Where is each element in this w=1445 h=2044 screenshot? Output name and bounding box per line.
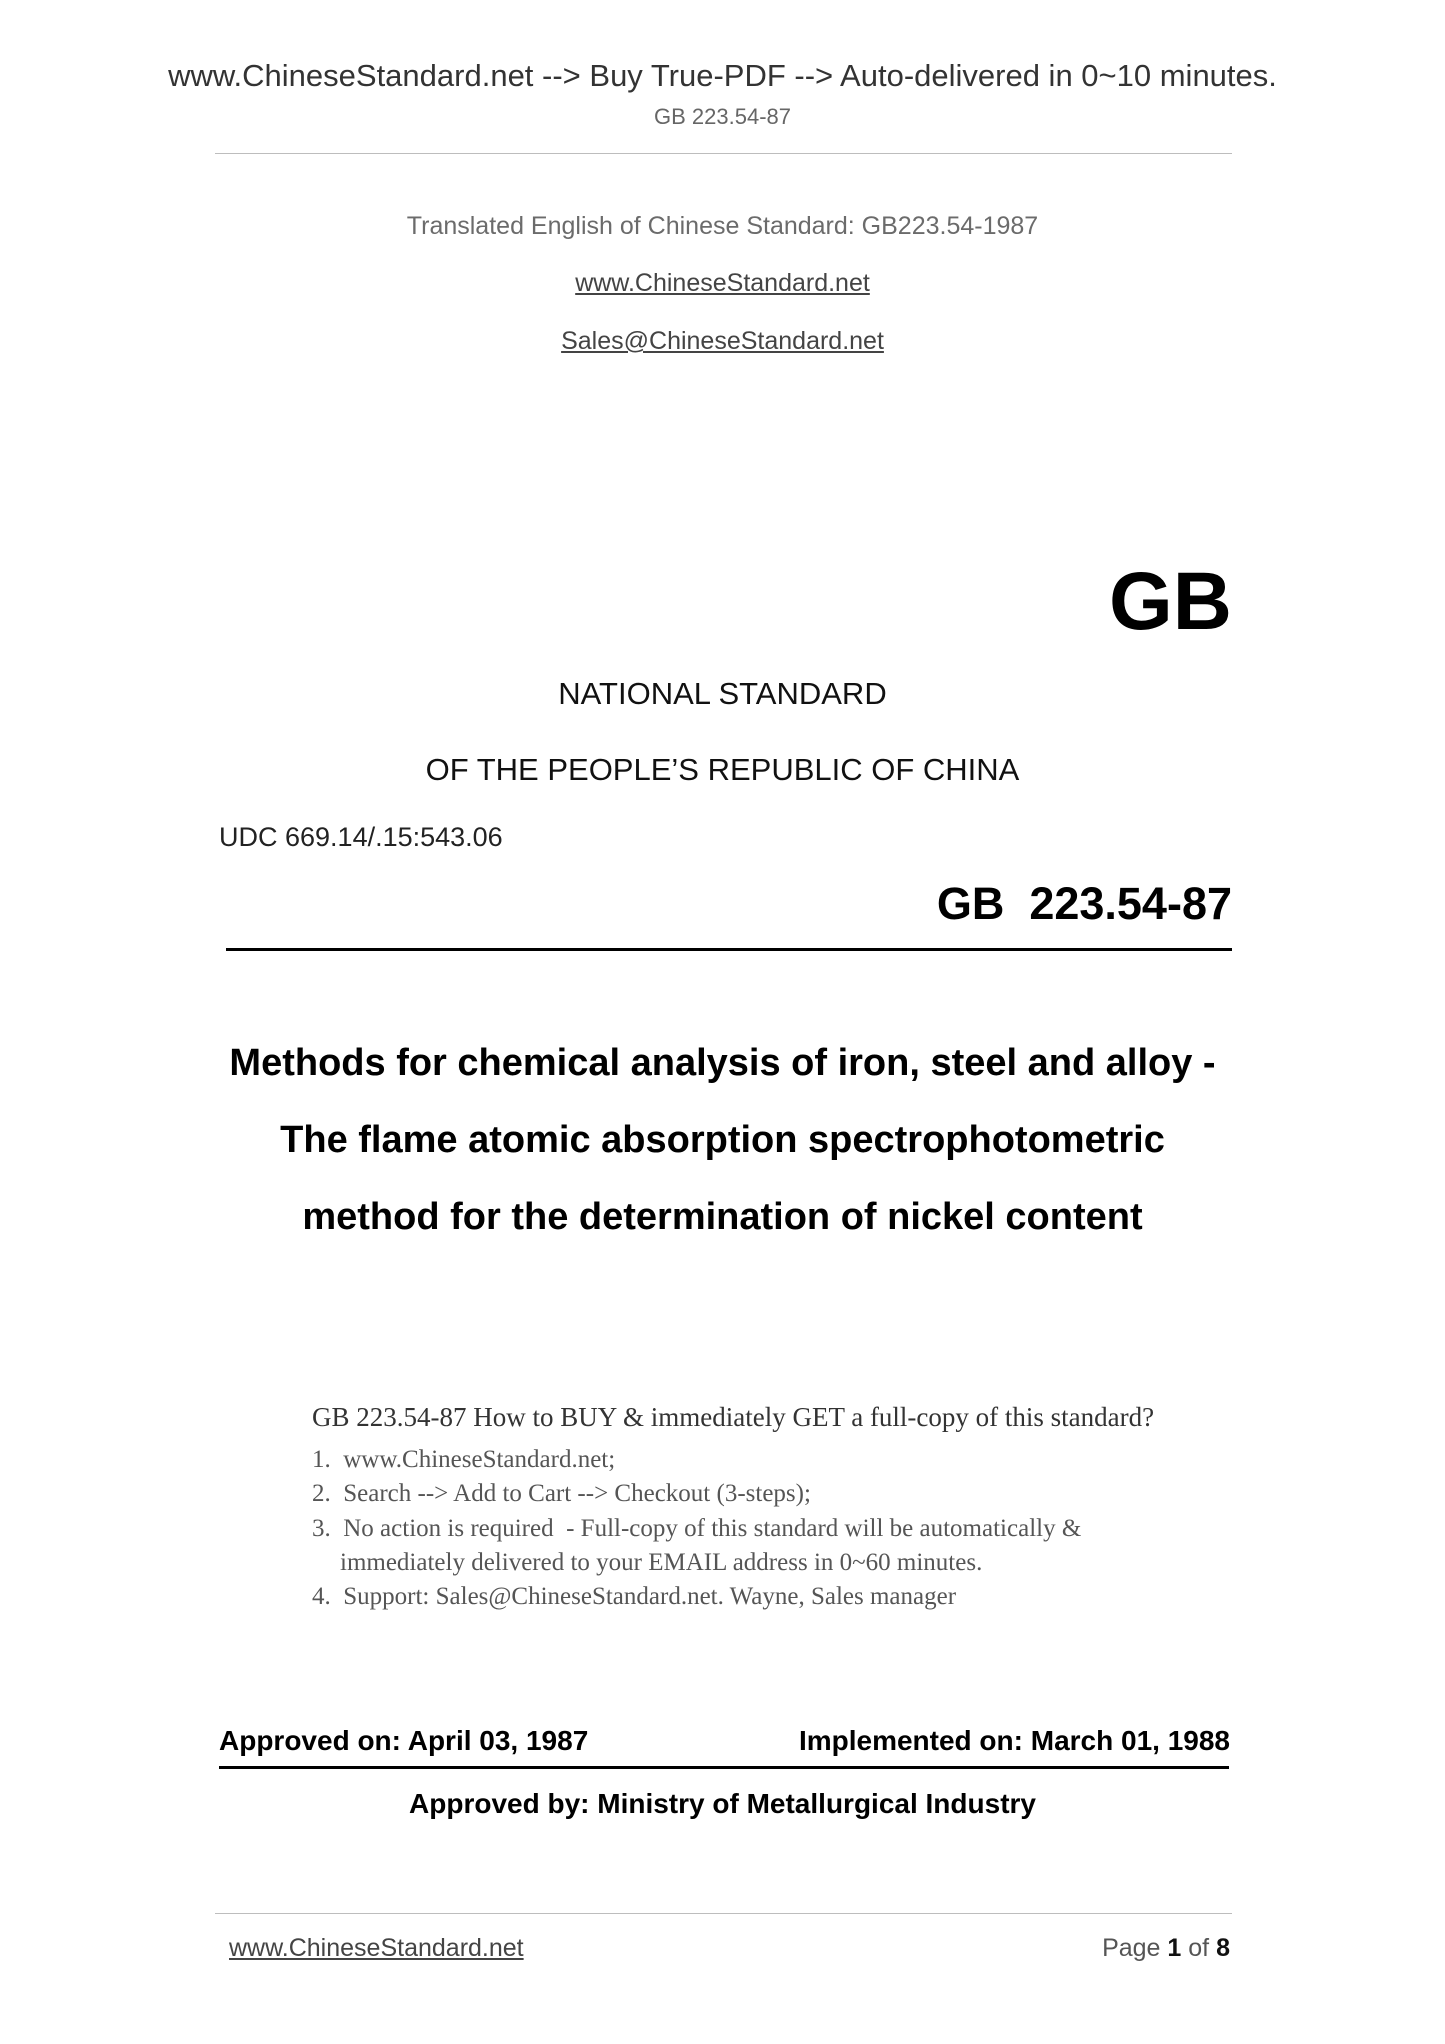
republic-label: OF THE PEOPLE’S REPUBLIC OF CHINA	[425, 752, 1020, 787]
title-divider	[226, 948, 1232, 951]
page-of: of	[1188, 1934, 1210, 1962]
header-divider	[215, 153, 1232, 154]
translated-note: Translated English of Chinese Standard: GB223.54-1987	[406, 212, 1039, 240]
national-standard-label: NATIONAL STANDARD	[558, 676, 887, 711]
document-title-line-3: method for the determination of nickel content	[302, 1196, 1143, 1238]
howto-step-3: 3. No action is required - Full-copy of this standard will be automatically &	[312, 1515, 1082, 1542]
page-current: 1	[1167, 1934, 1182, 1962]
howto-heading: GB 223.54-87 How to BUY & immediately GET a full-copy of this standard?	[312, 1402, 1155, 1432]
footer-site-link[interactable]: www.ChineseStandard.net	[229, 1934, 524, 1962]
howto-step-1: 1. www.ChineseStandard.net;	[312, 1446, 616, 1473]
approved-by: Approved by: Ministry of Metallurgical Industry	[409, 1788, 1036, 1819]
document-title-line-1: Methods for chemical analysis of iron, steel and alloy -	[229, 1042, 1216, 1084]
page-number	[1102, 1934, 1230, 1963]
page-label: Page	[1102, 1934, 1161, 1962]
howto-step-3-continued: immediately delivered to your EMAIL address in 0~60 minutes.	[340, 1549, 983, 1576]
page-total: 8	[1216, 1934, 1230, 1962]
sales-link-row	[0, 327, 1445, 356]
howto-step-2: 2. Search --> Add to Cart --> Checkout (3-steps);	[312, 1480, 811, 1507]
site-link[interactable]: www.ChineseStandard.net	[575, 269, 870, 297]
standard-number: GB 223.54-87	[936, 878, 1232, 929]
implemented-on-date: Implemented on: March 01, 1988	[798, 1725, 1230, 1756]
udc-code: UDC 669.14/.15:543.06	[219, 822, 503, 852]
header-standard-code: GB 223.54-87	[654, 104, 791, 129]
document-title-line-2: The flame atomic absorption spectrophotometric	[280, 1119, 1165, 1161]
howto-step-4: 4. Support: Sales@ChineseStandard.net. Wayne, Sales manager	[312, 1583, 957, 1610]
approved-on-date: Approved on: April 03, 1987	[219, 1725, 589, 1756]
approval-divider	[219, 1766, 1229, 1769]
site-link-row	[0, 269, 1445, 298]
footer-divider	[215, 1913, 1232, 1914]
gb-logo: GB	[1109, 556, 1232, 647]
header-banner: www.ChineseStandard.net --> Buy True-PDF --> Auto-delivered in 0~10 minutes.	[168, 58, 1277, 93]
sales-email-link[interactable]: Sales@ChineseStandard.net	[561, 327, 884, 355]
